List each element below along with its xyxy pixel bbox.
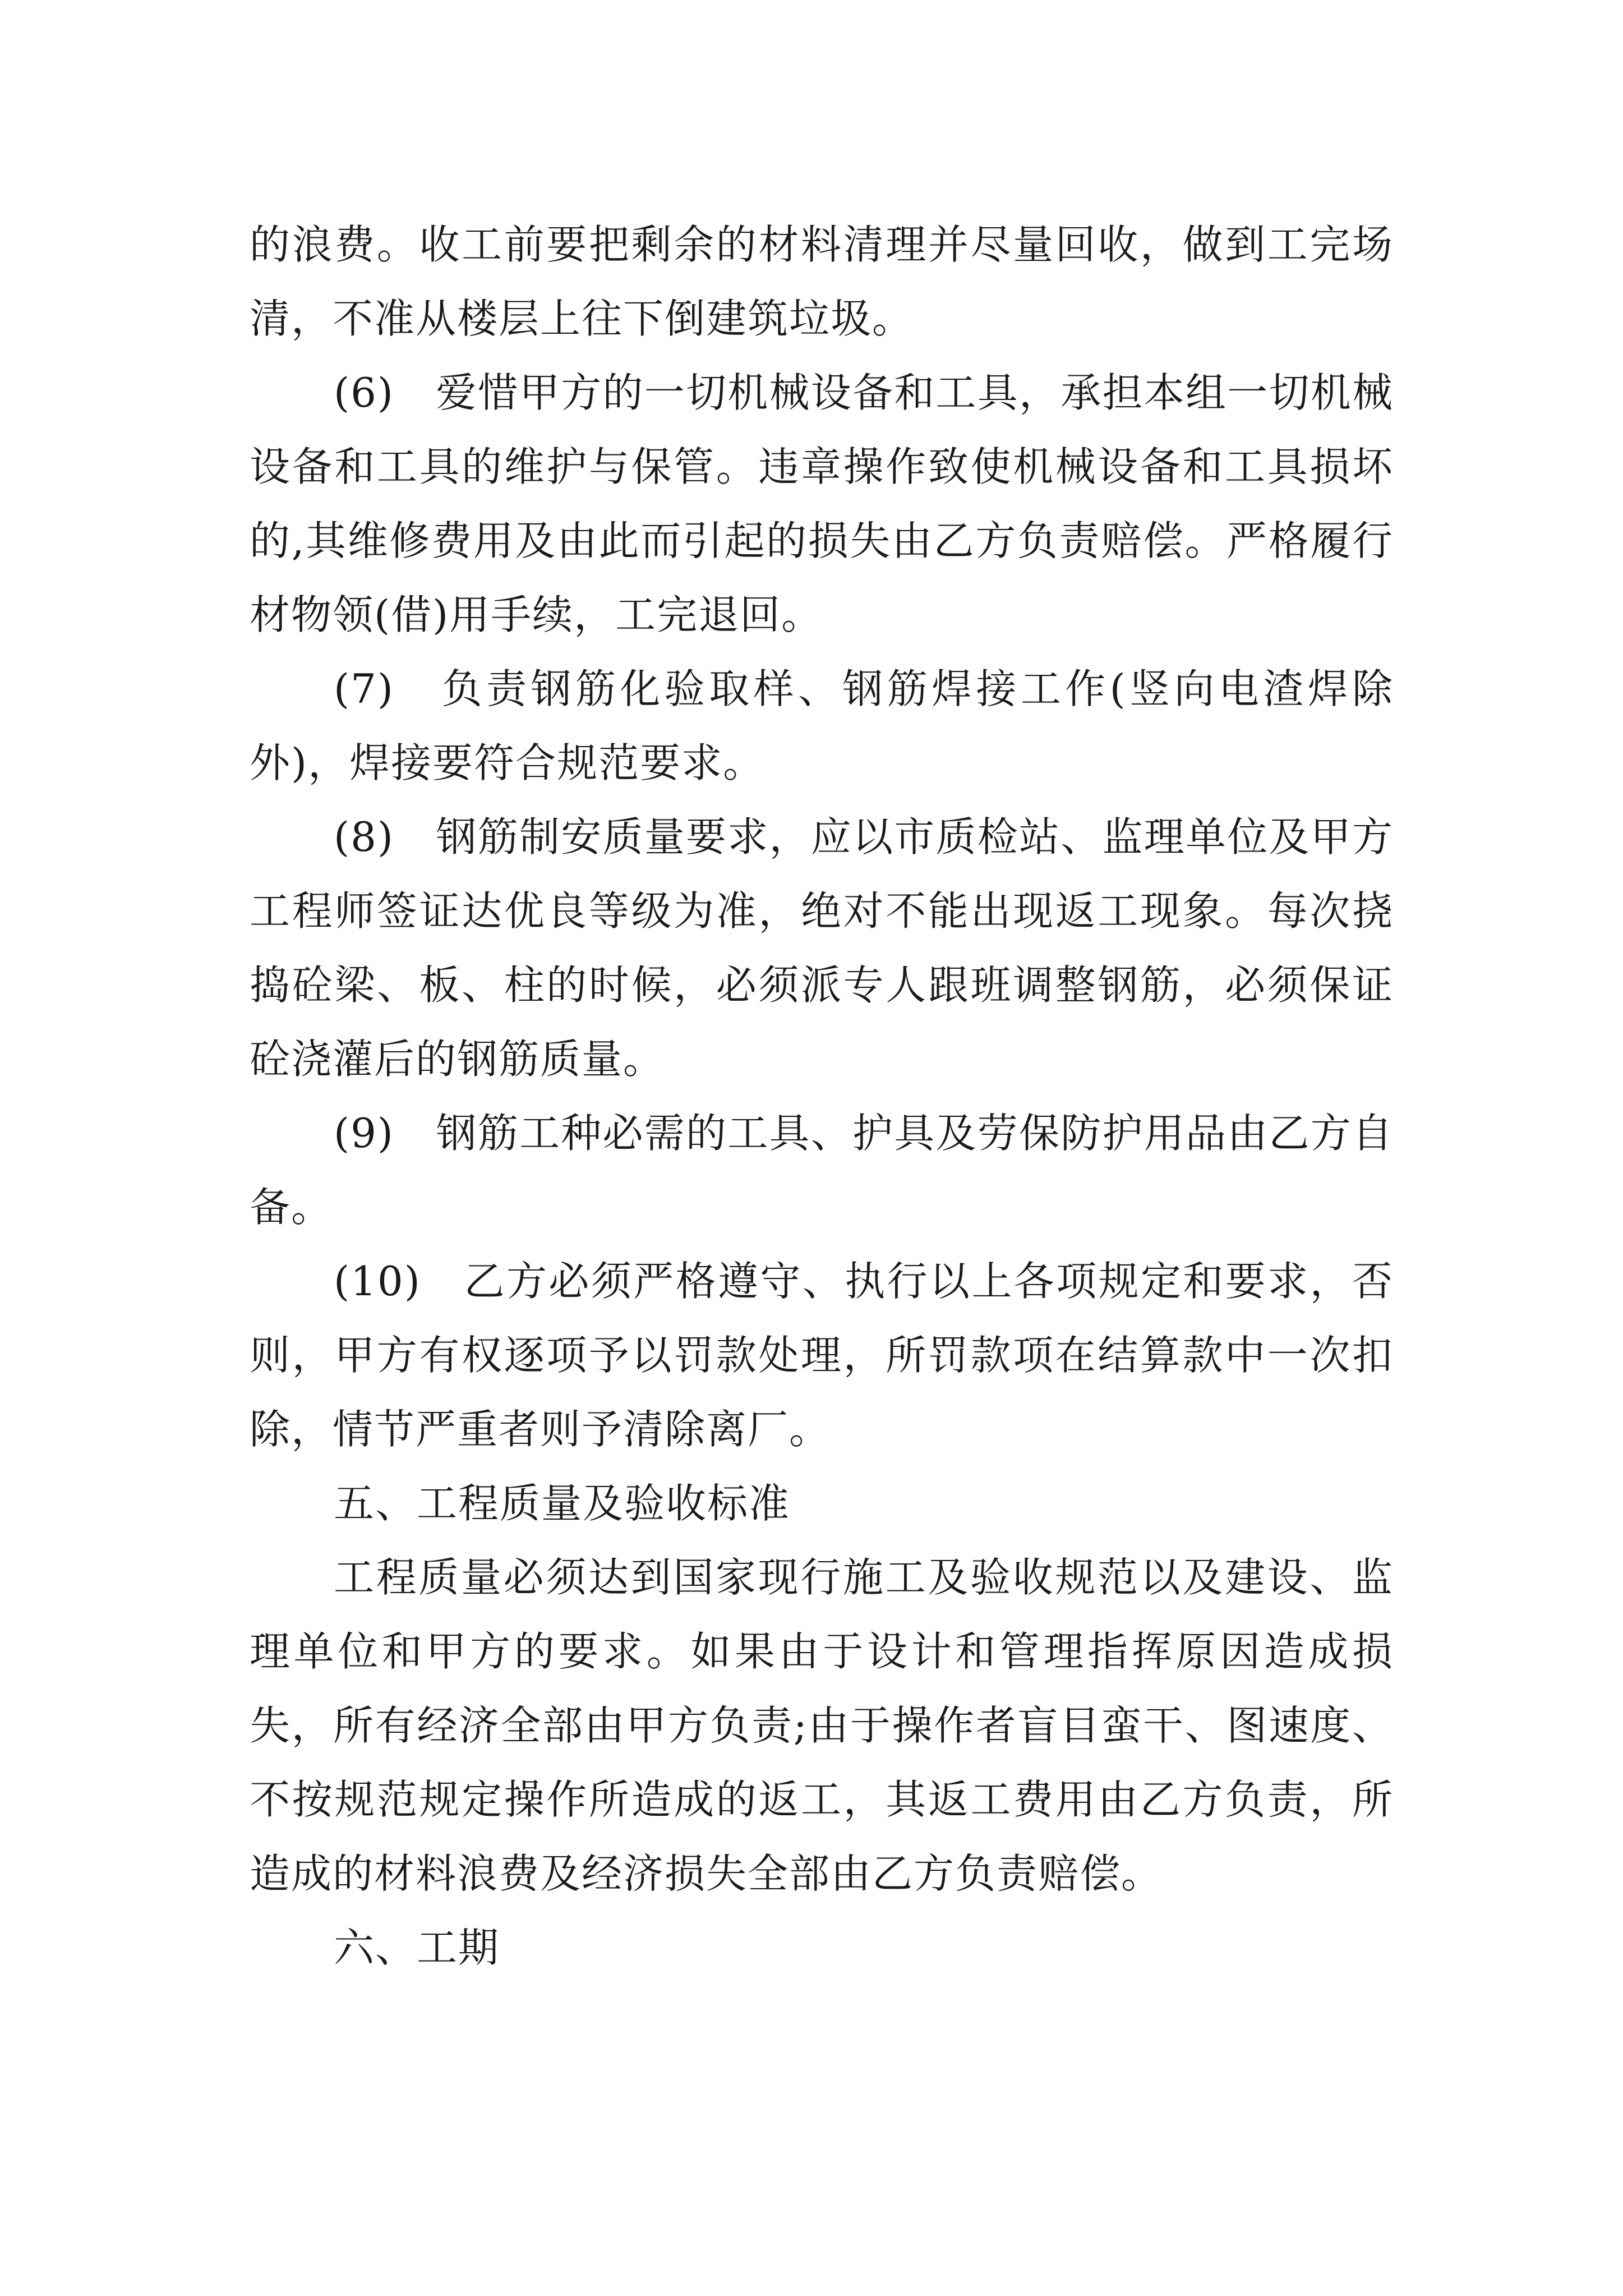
- paragraph-item-6: (6) 爱惜甲方的一切机械设备和工具，承担本组一切机械设备和工具的维护与保管。违章操作致使机械设备和工具损坏的,其维修费用及由此而引起的损失由乙方负责赔偿。严格履行材物领(借)用手续，工完退回。: [250, 369, 1394, 638]
- paragraph-quality-standards: 工程质量必须达到国家现行施工及验收规范以及建设、监理单位和甲方的要求。如果由于设计和管理指挥原因造成损失，所有经济全部由甲方负责;由于操作者盲目蛮干、图速度、不按规范规定操作所造成的返工，其返工费用由乙方负责，所造成的材料浪费及经济损失全部由乙方负责赔偿。: [250, 1554, 1394, 1897]
- paragraph-item-10: (10) 乙方必须严格遵守、执行以上各项规定和要求，否则，甲方有权逐项予以罚款处理，所罚款项在结算款中一次扣除，情节严重者则予清除离厂。: [250, 1258, 1394, 1453]
- paragraph-waste-cleanup: 的浪费。收工前要把剩余的材料清理并尽量回收，做到工完场清，不准从楼层上往下倒建筑垃圾。: [250, 221, 1394, 342]
- section-heading-quality: 五、工程质量及验收标准: [334, 1480, 791, 1527]
- paragraph-item-9: (9) 钢筋工种必需的工具、护具及劳保防护用品由乙方自备。: [250, 1110, 1394, 1231]
- section-heading-schedule: 六、工期: [334, 1924, 500, 1971]
- document-body: [250, 208, 1394, 1985]
- paragraph-item-7: (7) 负责钢筋化验取样、钢筋焊接工作(竖向电渣焊除外)，焊接要符合规范要求。: [250, 665, 1394, 786]
- paragraph-item-8: (8) 钢筋制安质量要求，应以市质检站、监理单位及甲方工程师签证达优良等级为准，绝对不能出现返工现象。每次挠捣砼梁、板、柱的时候，必须派专人跟班调整钢筋，必须保证砼浇灌后的钢筋质量。: [250, 813, 1394, 1083]
